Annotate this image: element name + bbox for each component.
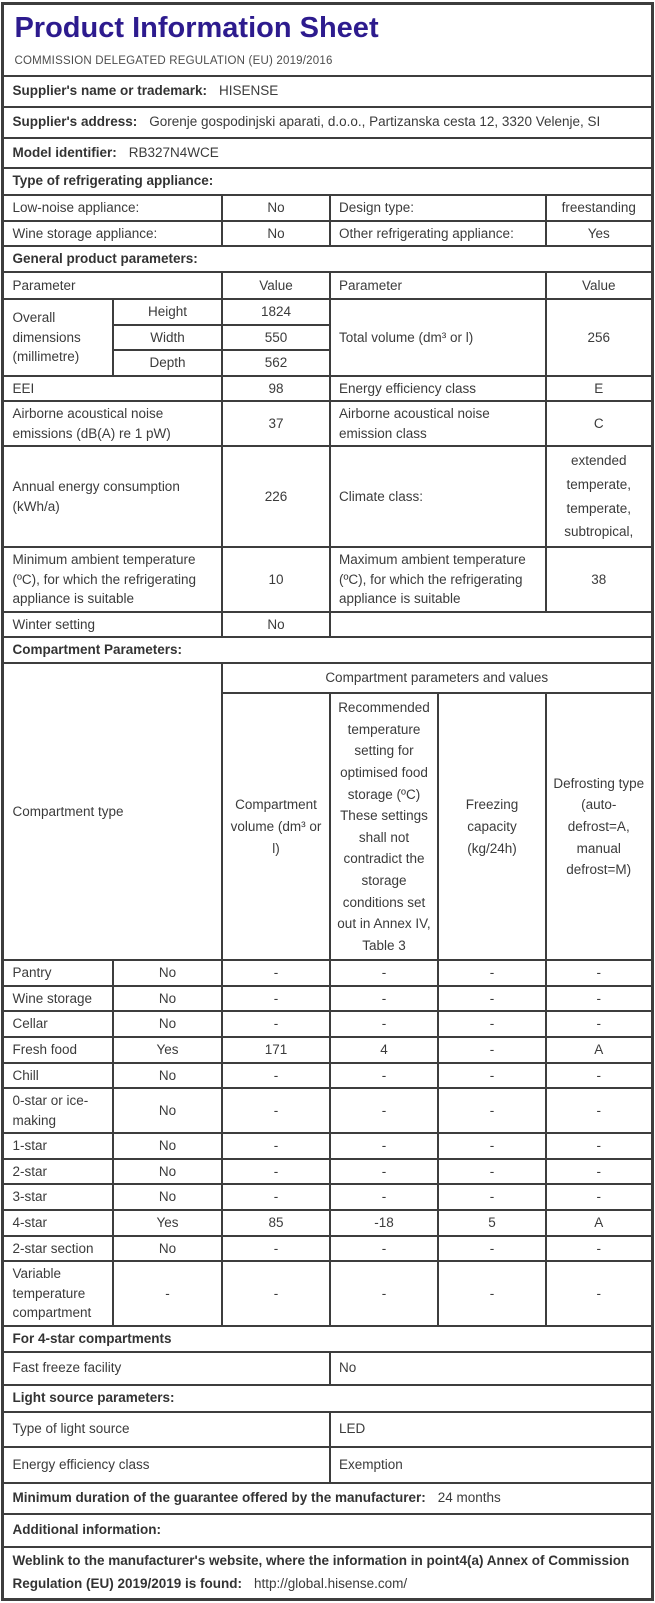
compartment-present: No — [113, 960, 222, 986]
compartment-type: Wine storage — [3, 986, 113, 1012]
eei-label: EEI — [3, 376, 222, 402]
compartment-temp: - — [330, 1088, 438, 1133]
compartment-type: 3-star — [3, 1184, 113, 1210]
wine-storage-appliance-value: No — [222, 221, 330, 247]
compartment-freezing: - — [438, 986, 546, 1012]
compartment-volume: - — [222, 1133, 330, 1159]
energy-class-value: E — [546, 376, 652, 402]
model-identifier-row — [3, 138, 652, 168]
light-source-class-label: Energy efficiency class — [3, 1447, 330, 1483]
compartment-present: No — [113, 1063, 222, 1089]
compartment-freezing: - — [438, 1133, 546, 1159]
defrosting-type-header: Defrosting type (auto-defrost=A, manual defrost=M) — [546, 693, 652, 960]
compartment-freezing: - — [438, 1236, 546, 1262]
compartment-present: No — [113, 1159, 222, 1185]
compartment-present: No — [113, 1236, 222, 1262]
light-source-class-value: Exemption — [330, 1447, 652, 1483]
compartment-temp: - — [330, 1261, 438, 1326]
height-label: Height — [113, 299, 222, 325]
compartment-type: Variable temperature compartment — [3, 1261, 113, 1326]
weblink-row — [3, 1547, 652, 1599]
compartment-volume: - — [222, 1184, 330, 1210]
width-value: 550 — [222, 325, 330, 351]
compartment-temp: 4 — [330, 1037, 438, 1063]
noise-emissions-value: 37 — [222, 401, 330, 446]
table-row — [3, 1159, 652, 1185]
max-ambient-value: 38 — [546, 547, 652, 612]
additional-section-heading: Additional information: — [3, 1514, 652, 1547]
product-information-sheet — [1, 2, 653, 1601]
compartment-defrost: - — [546, 1063, 652, 1089]
winter-setting-value: No — [222, 612, 330, 638]
annual-energy-label: Annual energy consumption (kWh/a) — [3, 446, 222, 547]
table-row — [3, 1063, 652, 1089]
compartment-volume: - — [222, 1236, 330, 1262]
table-row — [3, 1261, 652, 1326]
col-header-parameter-1: Parameter — [3, 272, 222, 299]
compartment-present: No — [113, 1133, 222, 1159]
table-row — [3, 960, 652, 986]
min-ambient-value: 10 — [222, 547, 330, 612]
supplier-address-row — [3, 107, 652, 138]
compartment-section-heading: Compartment Parameters: — [3, 637, 652, 663]
compartment-freezing: - — [438, 1261, 546, 1326]
supplier-address-label: Supplier's address: — [12, 114, 138, 130]
compartment-present: No — [113, 986, 222, 1012]
design-type-value: freestanding — [546, 195, 652, 221]
type-section-heading: Type of refrigerating appliance: — [3, 168, 652, 195]
compartment-defrost: - — [546, 1236, 652, 1262]
compartment-temp: - — [330, 1011, 438, 1037]
compartment-type: 2-star section — [3, 1236, 113, 1262]
general-section-heading: General product parameters: — [3, 246, 652, 272]
compartment-volume: - — [222, 1159, 330, 1185]
depth-label: Depth — [113, 350, 222, 376]
max-ambient-label: Maximum ambient temperature (ºC), for which the refrigerating appliance is suitable — [330, 547, 546, 612]
winter-setting-label: Winter setting — [3, 612, 222, 638]
compartment-freezing: - — [438, 1184, 546, 1210]
noise-class-label: Airborne acoustical noise emission class — [330, 401, 546, 446]
compartment-type: Chill — [3, 1063, 113, 1089]
compartment-freezing: - — [438, 1088, 546, 1133]
winter-setting-empty-cell — [330, 612, 652, 638]
compartment-temp: - — [330, 1184, 438, 1210]
min-ambient-label: Minimum ambient temperature (ºC), for which the refrigerating appliance is suitable — [3, 547, 222, 612]
compartment-type: Cellar — [3, 1011, 113, 1037]
table-row — [3, 1236, 652, 1262]
compartment-type-header: Compartment type — [3, 663, 222, 960]
compartment-type: Pantry — [3, 960, 113, 986]
other-appliance-value: Yes — [546, 221, 652, 247]
table-row — [3, 1037, 652, 1063]
compartment-type: Fresh food — [3, 1037, 113, 1063]
height-value: 1824 — [222, 299, 330, 325]
col-header-value-1: Value — [222, 272, 330, 299]
compartment-defrost: - — [546, 1088, 652, 1133]
fast-freeze-value: No — [330, 1352, 652, 1385]
noise-emissions-label: Airborne acoustical noise emissions (dB(A) re 1 pW) — [3, 401, 222, 446]
compartment-temp: - — [330, 1236, 438, 1262]
annual-energy-value: 226 — [222, 446, 330, 547]
table-row — [3, 1088, 652, 1133]
compartment-temp: -18 — [330, 1210, 438, 1236]
eei-value: 98 — [222, 376, 330, 402]
supplier-name-label: Supplier's name or trademark: — [12, 83, 207, 99]
col-header-parameter-2: Parameter — [330, 272, 546, 299]
model-identifier-value: RB327N4WCE — [128, 144, 219, 160]
compartment-defrost: - — [546, 986, 652, 1012]
compartment-defrost: - — [546, 1159, 652, 1185]
width-label: Width — [113, 325, 222, 351]
compartment-present: No — [113, 1088, 222, 1133]
climate-class-value: extended temperate, temperate, subtropical, — [546, 446, 652, 547]
compartment-volume-header: Compartment volume (dm³ or l) — [222, 693, 330, 960]
compartment-defrost: - — [546, 1184, 652, 1210]
compartment-freezing: - — [438, 1063, 546, 1089]
page-title: Product Information Sheet — [14, 11, 379, 44]
light-source-section-heading: Light source parameters: — [3, 1385, 652, 1412]
recommended-temp-header: Recommended temperature setting for optimised food storage (ºC) These settings shall not contradict the storage conditions set out in Annex IV, Table 3 — [330, 693, 438, 960]
compartment-defrost: - — [546, 1133, 652, 1159]
compartment-present: Yes — [113, 1210, 222, 1236]
low-noise-value: No — [222, 195, 330, 221]
compartment-type: 4-star — [3, 1210, 113, 1236]
compartment-temp: - — [330, 986, 438, 1012]
low-noise-label: Low-noise appliance: — [3, 195, 222, 221]
compartment-volume: 171 — [222, 1037, 330, 1063]
compartment-type: 2-star — [3, 1159, 113, 1185]
compartment-freezing: - — [438, 1011, 546, 1037]
model-identifier-label: Model identifier: — [12, 144, 117, 160]
compartment-temp: - — [330, 1063, 438, 1089]
compartment-temp: - — [330, 1133, 438, 1159]
table-row — [3, 1184, 652, 1210]
fast-freeze-label: Fast freeze facility — [3, 1352, 330, 1385]
compartment-volume: - — [222, 986, 330, 1012]
weblink-label: Weblink to the manufacturer's website, where the information in point4(a) Annex of Commission Regulation (EU) 2019/2019 is found: — [12, 1552, 630, 1591]
compartment-type: 1-star — [3, 1133, 113, 1159]
overall-dimensions-label: Overall dimensions (millimetre) — [3, 299, 113, 376]
compartment-volume: 85 — [222, 1210, 330, 1236]
guarantee-value: 24 months — [437, 1490, 501, 1506]
compartment-defrost: - — [546, 960, 652, 986]
supplier-name-row — [3, 76, 652, 107]
light-source-type-label: Type of light source — [3, 1412, 330, 1447]
table-row — [3, 1210, 652, 1236]
compartment-type: 0-star or ice-making — [3, 1088, 113, 1133]
guarantee-label: Minimum duration of the guarantee offered by the manufacturer: — [12, 1490, 426, 1506]
compartment-defrost: - — [546, 1261, 652, 1326]
compartment-present: Yes — [113, 1037, 222, 1063]
table-row — [3, 1011, 652, 1037]
total-volume-value: 256 — [546, 299, 652, 376]
compartment-present: No — [113, 1011, 222, 1037]
compartment-volume: - — [222, 1011, 330, 1037]
design-type-label: Design type: — [330, 195, 546, 221]
sheet-header — [3, 4, 652, 76]
wine-storage-appliance-label: Wine storage appliance: — [3, 221, 222, 247]
energy-class-label: Energy efficiency class — [330, 376, 546, 402]
table-row — [3, 986, 652, 1012]
other-appliance-label: Other refrigerating appliance: — [330, 221, 546, 247]
noise-class-value: C — [546, 401, 652, 446]
compartment-volume: - — [222, 960, 330, 986]
weblink-url: http://global.hisense.com/ — [254, 1575, 408, 1591]
compartment-defrost: A — [546, 1037, 652, 1063]
compartment-freezing: - — [438, 1159, 546, 1185]
regulation-subtitle: COMMISSION DELEGATED REGULATION (EU) 2019/2016 — [14, 55, 333, 68]
compartment-defrost: - — [546, 1011, 652, 1037]
four-star-section-heading: For 4-star compartments — [3, 1326, 652, 1352]
col-header-value-2: Value — [546, 272, 652, 299]
light-source-type-value: LED — [330, 1412, 652, 1447]
compartment-volume: - — [222, 1063, 330, 1089]
compartment-group-header: Compartment parameters and values — [222, 663, 652, 693]
compartment-defrost: A — [546, 1210, 652, 1236]
compartment-volume: - — [222, 1088, 330, 1133]
climate-class-label: Climate class: — [330, 446, 546, 547]
guarantee-row — [3, 1483, 652, 1514]
supplier-name-value: HISENSE — [219, 83, 279, 99]
compartment-freezing: - — [438, 960, 546, 986]
compartment-freezing: 5 — [438, 1210, 546, 1236]
table-row — [3, 1133, 652, 1159]
compartment-freezing: - — [438, 1037, 546, 1063]
compartment-temp: - — [330, 960, 438, 986]
depth-value: 562 — [222, 350, 330, 376]
compartment-volume: - — [222, 1261, 330, 1326]
compartment-temp: - — [330, 1159, 438, 1185]
total-volume-label: Total volume (dm³ or l) — [330, 299, 546, 376]
freezing-capacity-header: Freezing capacity (kg/24h) — [438, 693, 546, 960]
supplier-address-value: Gorenje gospodinjski aparati, d.o.o., Partizanska cesta 12, 3320 Velenje, SI — [149, 114, 601, 130]
compartment-present: No — [113, 1184, 222, 1210]
compartment-present: - — [113, 1261, 222, 1326]
